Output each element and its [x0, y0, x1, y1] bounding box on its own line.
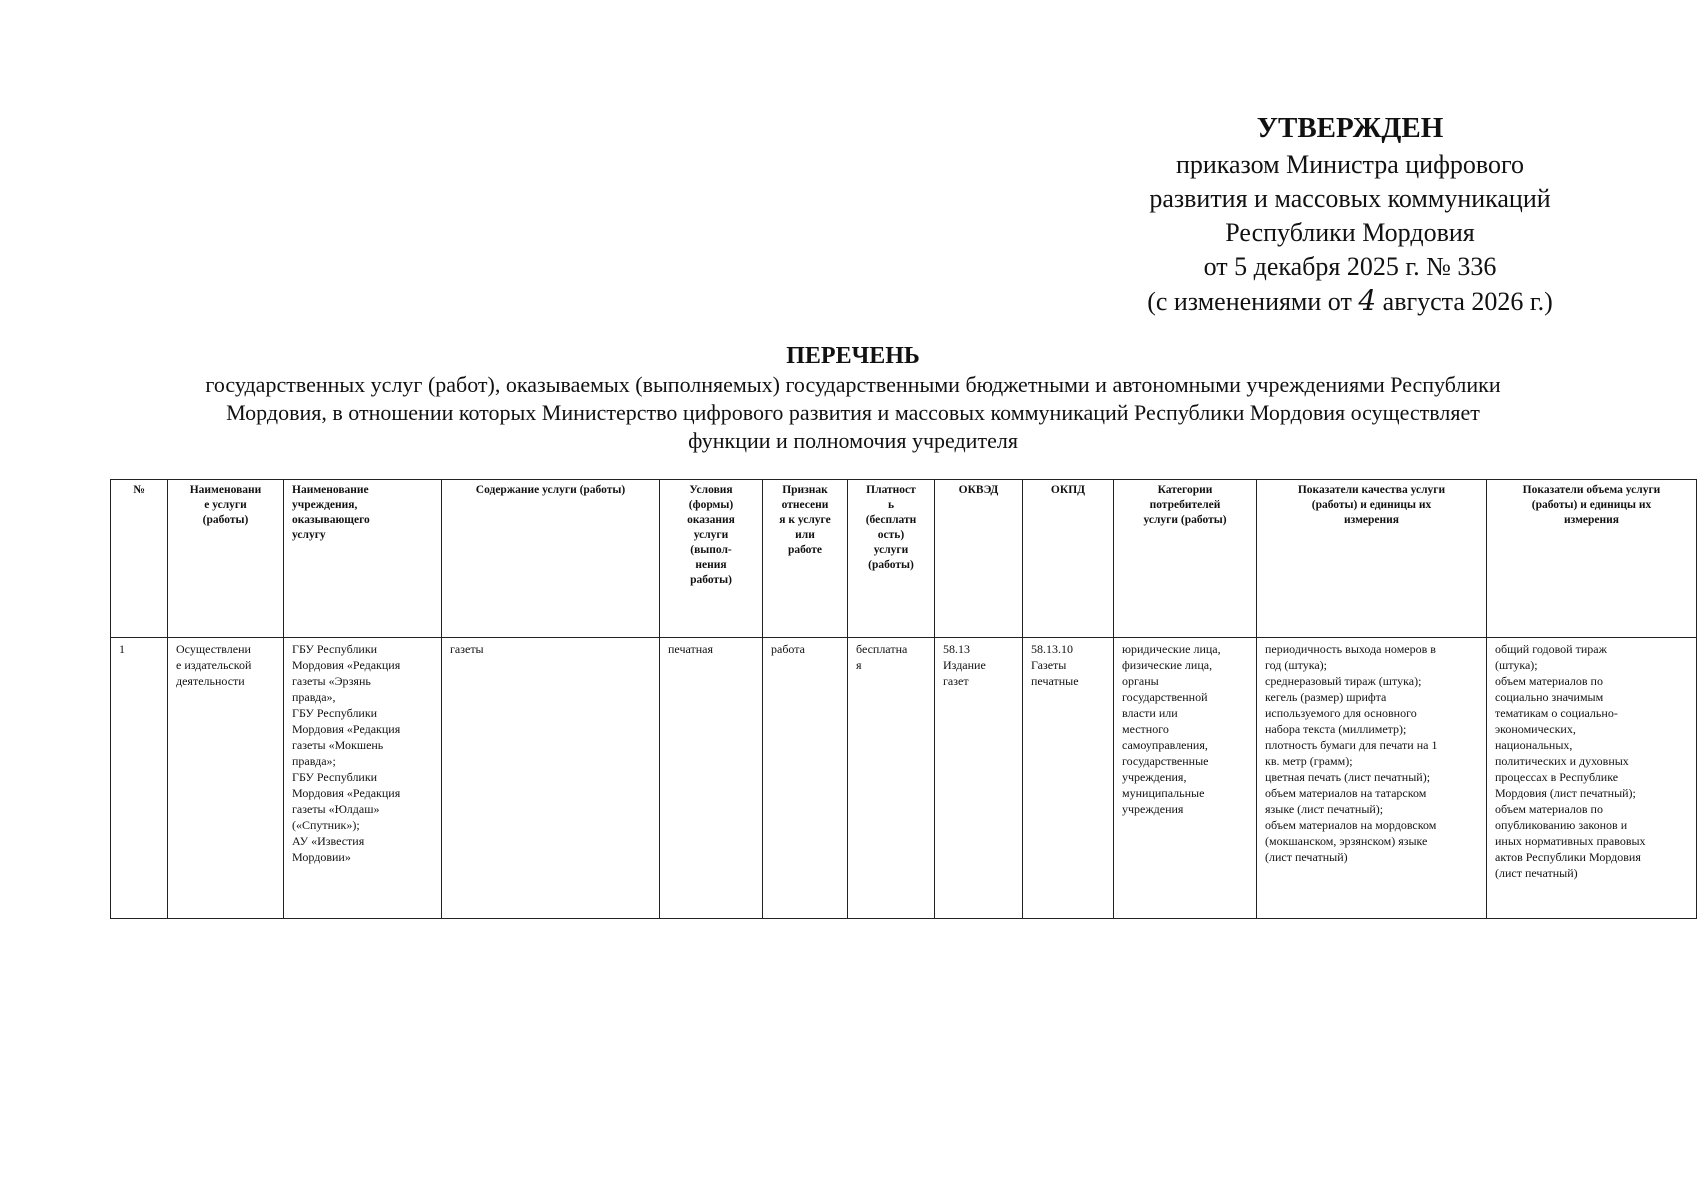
table-row	[111, 638, 1697, 919]
cell-okpd: 58.13.10 Газеты печатные	[1023, 638, 1114, 919]
cell-quality: периодичность выхода номеров в год (штука); среднеразовый тираж (штука); кегель (размер) шрифта используемого для основного набора текста (миллиметр); плотность бумаги для печати на 1 кв. метр (грамм); цветная печать (лист печатный); объем материалов на татарском языке (лист печатный); объем материалов на мордовском (мокшанском, эрзянском) языке (лист печатный)	[1257, 638, 1487, 919]
header-cell-consumers: Категории потребителей услуги (работы)	[1114, 480, 1257, 638]
approval-stamp	[1100, 112, 1600, 319]
handwritten-day: 4	[1358, 284, 1377, 317]
header-cell-volume: Показатели объема услуги (работы) и единицы их измерения	[1487, 480, 1697, 638]
cell-consumers: юридические лица, физические лица, органы государственной власти или местного самоуправления, государственные учреждения, муниципальные учреждения	[1114, 638, 1257, 919]
header-cell-payment: Платност ь (бесплатн ость) услуги (работы)	[848, 480, 935, 638]
document-title: ПЕРЕЧЕНЬ	[786, 343, 920, 369]
subtitle-line-2: Мордовия, в отношении которых Министерство цифрового развития и массовых коммуникаций Республики Мордовия осуществляет	[226, 400, 1480, 425]
amendment-prefix: (с изменениями от	[1147, 287, 1352, 316]
cell-content: газеты	[442, 638, 660, 919]
approval-line-5	[1100, 284, 1600, 319]
header-cell-institution: Наименование учреждения, оказывающего услугу	[284, 480, 442, 638]
header-cell-content: Содержание услуги (работы)	[442, 480, 660, 638]
table-header-row	[111, 480, 1697, 638]
approval-line-4: от 5 декабря 2025 г. № 336	[1203, 252, 1497, 281]
header-cell-okved: ОКВЭД	[935, 480, 1023, 638]
cell-institution: ГБУ Республики Мордовия «Редакция газеты «Эрзянь правда», ГБУ Республики Мордовия «Редакция газеты «Мокшень правда»; ГБУ Республики Мордовия «Редакция газеты «Юлдаш» («Спутник»); АУ «Известия Мордовии»	[284, 638, 442, 919]
document-subtitle	[100, 371, 1606, 455]
services-table	[110, 479, 1697, 919]
approval-line-1: приказом Министра цифрового	[1175, 150, 1525, 179]
cell-number: 1	[111, 638, 168, 919]
header-cell-number: №	[111, 480, 168, 638]
header-cell-attribute: Признак отнесени я к услуге или работе	[763, 480, 848, 638]
header-cell-okpd: ОКПД	[1023, 480, 1114, 638]
header-cell-quality: Показатели качества услуги (работы) и единицы их измерения	[1257, 480, 1487, 638]
approval-line-2: развития и массовых коммуникаций	[1149, 184, 1551, 213]
header-cell-conditions: Условия (формы) оказания услуги (выпол- нения работы)	[660, 480, 763, 638]
header-cell-service-name: Наименовани е услуги (работы)	[168, 480, 284, 638]
approval-heading: УТВЕРЖДЕН	[1256, 112, 1444, 144]
cell-attribute: работа	[763, 638, 848, 919]
cell-okved: 58.13 Издание газет	[935, 638, 1023, 919]
cell-volume: общий годовой тираж (штука); объем материалов по социально значимым тематикам о социально- экономических, национальных, политических и духовных процессах в Республике Мордовия (лист печатный); объем материалов по опубликованию законов и иных нормативных правовых актов Республики Мордовия (лист печатный)	[1487, 638, 1697, 919]
amendment-suffix: августа 2026 г.)	[1382, 287, 1553, 316]
cell-conditions: печатная	[660, 638, 763, 919]
cell-service-name: Осуществлени е издательской деятельности	[168, 638, 284, 919]
cell-payment: бесплатна я	[848, 638, 935, 919]
subtitle-line-1: государственных услуг (работ), оказываемых (выполняемых) государственными бюджетными и автономными учреждениями Республики	[205, 372, 1501, 397]
approval-line-3: Республики Мордовия	[1225, 218, 1475, 247]
subtitle-line-3: функции и полномочия учредителя	[688, 428, 1018, 453]
